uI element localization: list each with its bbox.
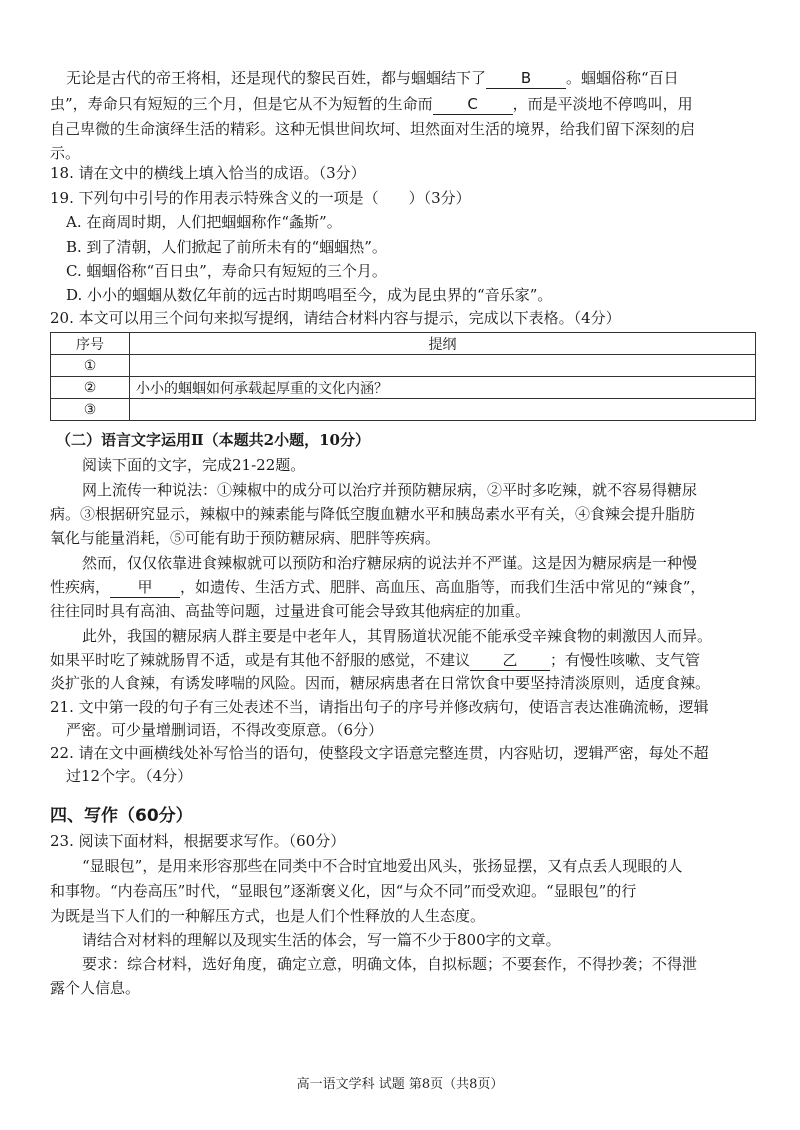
option-a: A. 在商周时期，人们把蝈蝈称作“螽斯”。 <box>66 213 342 231</box>
blank-yi: 乙 <box>470 650 550 671</box>
row-no: ③ <box>51 399 130 421</box>
requirements-line-2: 露个人信息。 <box>50 979 141 997</box>
table-row <box>51 355 756 377</box>
material-line-1: “显眼包”，是用来形容那些在同类中不合时宜地爱出风头，张扬显摆，又有点丢人现眼的人 <box>82 857 683 875</box>
material-line-3: 为既是当下人们的一种解压方式，也是人们个性释放的人生态度。 <box>50 907 486 925</box>
text-segment: 。蝈蝈俗称“百日 <box>566 69 679 87</box>
text-segment: 虫”，寿命只有短短的三个月，但是它从不为短暂的生命而 <box>50 95 433 113</box>
question-21-line-1: 21. 文中第一段的句子有三处表述不当，请指出句子的序号并修改病句，使语言表达准确流畅，逻辑 <box>50 698 709 716</box>
section-2-intro: 阅读下面的文字，完成21-22题。 <box>82 456 306 474</box>
material-line-2: 和事物。“内卷高压”时代，“显眼包”逐渐褒义化，因“与众不同”而受欢迎。“显眼包”的行 <box>50 882 637 900</box>
header-no: 序号 <box>51 333 130 355</box>
paragraph-3-line-1: 此外，我国的糖尿病人群主要是中老年人，其胃肠道状况能不能承受辛辣食物的刺激因人而异。 <box>82 627 713 645</box>
section-4-title: 四、写作（60分） <box>50 806 193 826</box>
paragraph-2-line-1: 然而，仅仅依靠进食辣椒就可以预防和治疗糖尿病的说法并不严谨。这是因为糖尿病是一种慢 <box>82 554 698 572</box>
writing-task: 请结合对材料的理解以及现实生活的体会，写一篇不少于800字的文章。 <box>82 931 561 949</box>
question-23: 23. 阅读下面材料，根据要求写作。（60分） <box>50 832 346 850</box>
passage-line-4: 示。 <box>50 144 81 162</box>
text-segment: 如果平时吃了辣就肠胃不适，或是有其他不舒服的感觉，不建议 <box>50 651 471 669</box>
paragraph-3-line-2 <box>50 650 700 671</box>
outline-table <box>50 332 756 421</box>
paragraph-2-line-3: 往往同时具有高油、高盐等问题，过量进食可能会导致其他病症的加重。 <box>50 602 531 620</box>
table-header-row <box>51 333 756 355</box>
passage-line-3: 自己卑微的生命演绎生活的精彩。这种无惧世间坎坷、坦然面对生活的境界，给我们留下深刻的启 <box>50 120 696 138</box>
row-no: ① <box>51 355 130 377</box>
option-c: C. 蝈蝈俗称“百日虫”，寿命只有短短的三个月。 <box>66 262 387 280</box>
row-text: 小小的蝈蝈如何承载起厚重的文化内涵？ <box>130 377 756 399</box>
passage-line-1 <box>66 68 679 89</box>
passage-line-2 <box>50 94 693 115</box>
option-b: B. 到了清朝，人们掀起了前所未有的“蝈蝈热”。 <box>66 238 387 256</box>
question-19-stem: 19. 下列句中引号的作用表示特殊含义的一项是（ ）（3分） <box>50 189 471 207</box>
question-22-line-1: 22. 请在文中画横线处补写恰当的语句，使整段文字语意完整连贯，内容贴切，逻辑严密，每处不超 <box>50 744 709 762</box>
table-row <box>51 399 756 421</box>
paragraph-3-line-3: 炎扩张的人食辣，有诱发哮喘的风险。因而，糖尿病患者在日常饮食中要坚持清淡原则，适度食辣。 <box>50 674 711 692</box>
text-segment: 性疾病， <box>50 578 111 596</box>
option-d: D. 小小的蝈蝈从数亿年前的远古时期鸣唱至今，成为昆虫界的“音乐家”。 <box>66 286 553 304</box>
page-footer: 高一语文学科 试题 第8页（共8页） <box>296 1077 504 1092</box>
blank-jia: 甲 <box>110 577 180 598</box>
paragraph-1-line-3: 氧化与能量消耗，⑤可能有助于预防糖尿病、肥胖等疾病。 <box>50 529 441 547</box>
row-text <box>130 355 756 377</box>
header-outline: 提纲 <box>130 333 756 355</box>
row-no: ② <box>51 377 130 399</box>
requirements-line-1: 要求：综合材料，选好角度，确定立意，明确文体，自拟标题；不要套作，不得抄袭；不得泄 <box>82 955 698 973</box>
row-text <box>130 399 756 421</box>
text-segment: ，而是平淡地不停鸣叫，用 <box>512 95 693 113</box>
text-segment: 无论是古代的帝王将相，还是现代的黎民百姓，都与蝈蝈结下了 <box>66 69 487 87</box>
question-22-line-2: 过12个字。（4分） <box>66 767 193 785</box>
table-row <box>51 377 756 399</box>
section-2-title: （二）语言文字运用Ⅱ（本题共2小题，10分） <box>56 431 370 449</box>
blank-c: C <box>433 94 513 115</box>
question-21-line-2: 严密。可少量增删词语，不得改变原意。（6分） <box>66 721 384 739</box>
text-segment: ，如遗传、生活方式、肥胖、高血压、高血脂等，而我们生活中常见的“辣食”， <box>180 578 706 596</box>
paragraph-1-line-1: 网上流传一种说法：①辣椒中的成分可以治疗并预防糖尿病，②平时多吃辣，就不容易得糖尿 <box>82 481 698 499</box>
question-20: 20. 本文可以用三个问句来拟写提纲，请结合材料内容与提示，完成以下表格。（4分） <box>50 309 621 327</box>
blank-b: B <box>486 68 566 89</box>
paragraph-2-line-2 <box>50 577 705 598</box>
paragraph-1-line-2: 病。③根据研究显示，辣椒中的辣素能与降低空腹血糖水平和胰岛素水平有关，④食辣会提升脂肪 <box>50 505 696 523</box>
question-18: 18. 请在文中的横线上填入恰当的成语。（3分） <box>50 164 366 182</box>
text-segment: ；有慢性咳嗽、支气管 <box>550 651 701 669</box>
